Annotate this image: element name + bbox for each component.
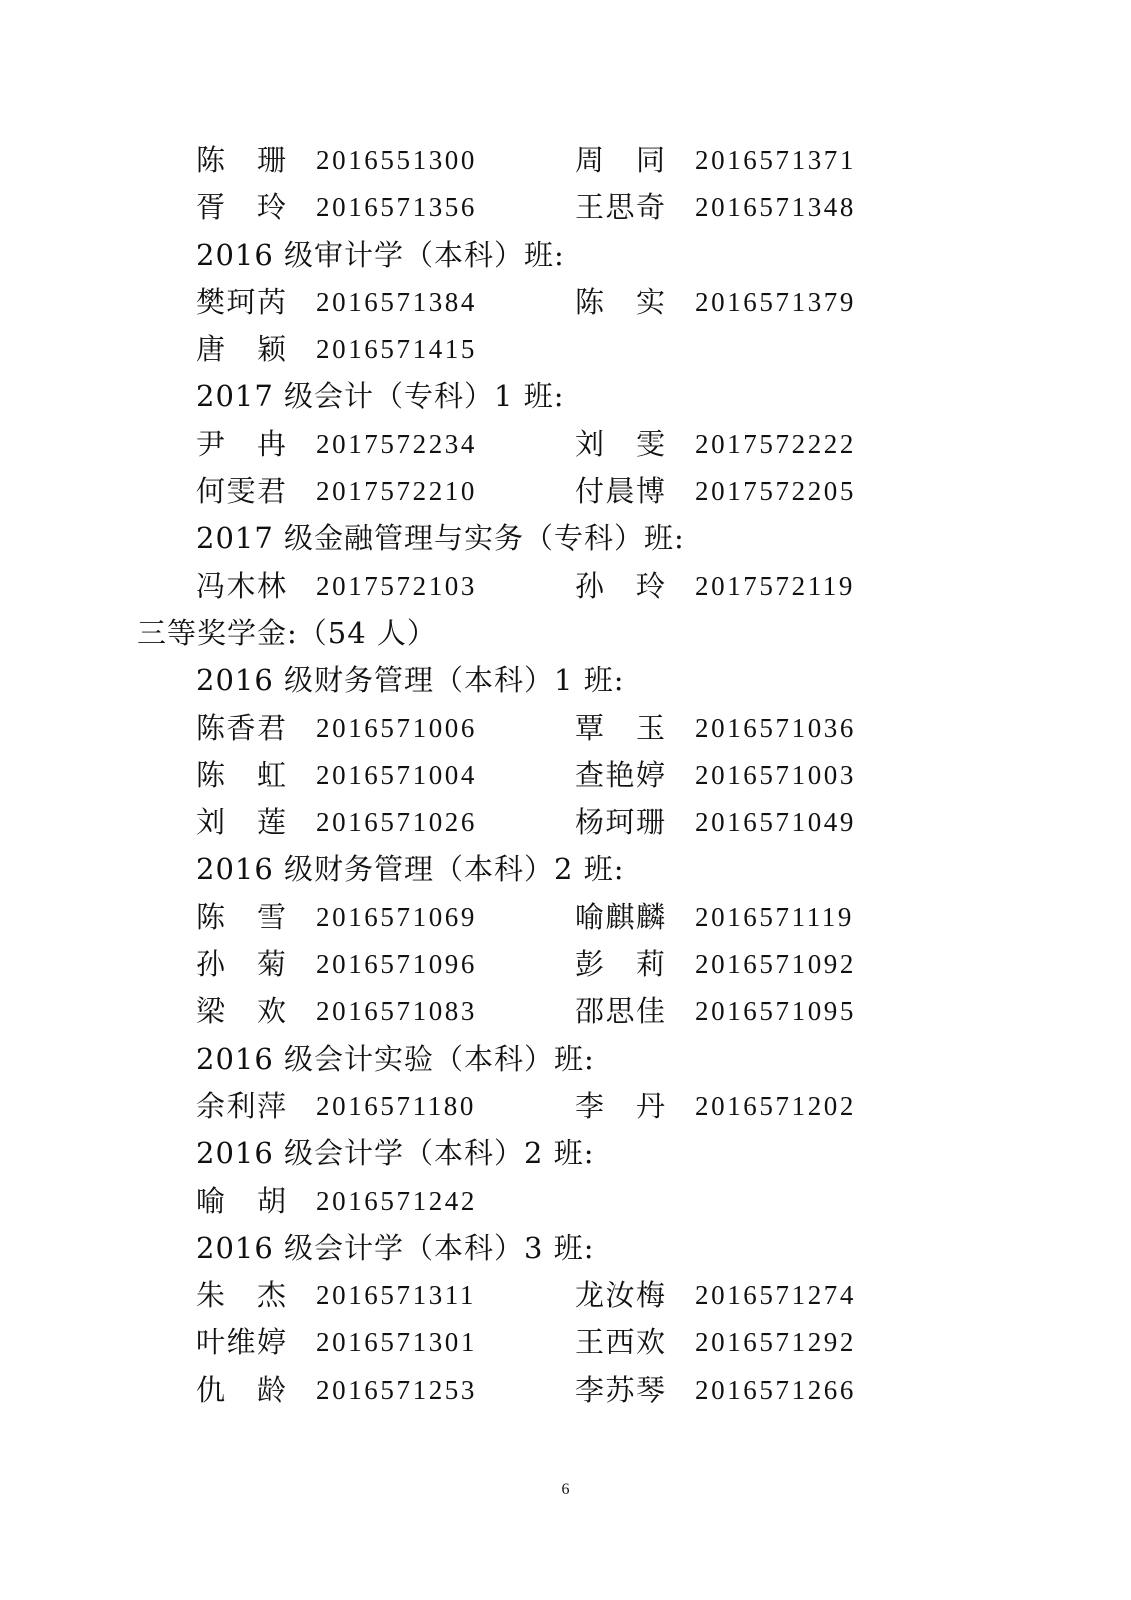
student-id: 2016571356 <box>316 192 477 223</box>
student-id: 2016571003 <box>695 759 856 790</box>
student-row <box>0 1319 1131 1366</box>
student-name: 余利萍 <box>196 1088 286 1123</box>
student-id: 2016571026 <box>316 807 477 838</box>
student-id: 2016571242 <box>316 1185 477 1216</box>
student-id: 2016571301 <box>316 1327 477 1358</box>
student-id: 2016571006 <box>316 712 477 743</box>
student-name: 喻麒麟 <box>575 899 665 934</box>
class-heading: 2016 级会计学（本科）3 班: <box>196 1230 595 1265</box>
student-id: 2016571092 <box>695 949 856 980</box>
student-row <box>0 1083 1131 1130</box>
student-name: 覃 玉 <box>575 710 665 745</box>
student-id: 2016551300 <box>316 145 477 175</box>
student-row <box>0 1178 1131 1225</box>
student-name: 陈香君 <box>196 710 286 745</box>
class-heading: 2016 级财务管理（本科）2 班: <box>196 852 625 887</box>
student-row <box>0 894 1131 941</box>
class-heading: 2016 级审计学（本科）班: <box>196 237 565 272</box>
student-id: 2016571119 <box>695 901 854 932</box>
student-name: 喻 胡 <box>196 1183 286 1218</box>
student-id: 2017572210 <box>316 476 477 507</box>
class-heading: 2016 级会计学（本科）2 班: <box>196 1136 595 1171</box>
student-row <box>0 941 1131 988</box>
section-line <box>0 610 1131 657</box>
student-name: 龙汝梅 <box>575 1278 665 1313</box>
student-id: 2017572222 <box>695 428 856 459</box>
student-row <box>0 563 1131 610</box>
student-name: 王西欢 <box>575 1325 665 1360</box>
student-id: 2016571083 <box>316 996 477 1027</box>
student-row <box>0 1367 1131 1414</box>
student-row <box>0 326 1131 373</box>
student-id: 2016571180 <box>316 1090 476 1121</box>
document-body <box>0 137 1131 1414</box>
student-name: 胥 玲 <box>196 190 286 225</box>
student-id: 2016571096 <box>316 949 477 980</box>
award-section-heading: 三等奖学金:（54 人） <box>137 615 437 650</box>
student-row <box>0 988 1131 1035</box>
student-name: 孙 玲 <box>575 568 665 603</box>
class-line <box>0 1130 1131 1177</box>
student-name: 彭 莉 <box>575 947 665 982</box>
student-name: 孙 菊 <box>196 947 286 982</box>
student-id: 2017572119 <box>695 570 855 601</box>
student-name: 陈 雪 <box>196 899 286 934</box>
student-id: 2016571274 <box>695 1280 856 1311</box>
student-name: 刘 雯 <box>575 426 665 461</box>
student-name: 叶维婷 <box>196 1325 286 1360</box>
student-name: 刘 莲 <box>196 805 286 840</box>
class-line <box>0 515 1131 562</box>
student-id: 2016571069 <box>316 901 477 932</box>
student-id: 2017572234 <box>316 428 477 459</box>
student-name: 唐 颖 <box>196 332 286 367</box>
student-row <box>0 705 1131 752</box>
student-name: 尹 冉 <box>196 426 286 461</box>
student-name: 李苏琴 <box>575 1372 665 1407</box>
student-row <box>0 184 1131 231</box>
student-name: 朱 杰 <box>196 1278 286 1313</box>
student-id: 2016571379 <box>695 286 856 317</box>
student-name: 邵思佳 <box>575 994 665 1029</box>
student-id: 2016571292 <box>695 1327 856 1358</box>
student-id: 2016571049 <box>695 807 856 838</box>
student-id: 2016571036 <box>695 712 856 743</box>
student-name: 付晨博 <box>575 474 665 509</box>
student-name: 陈 虹 <box>196 757 286 792</box>
student-row <box>0 752 1131 799</box>
student-name: 樊珂芮 <box>196 284 286 319</box>
student-id: 2016571266 <box>695 1374 856 1405</box>
student-name: 李 丹 <box>575 1088 665 1123</box>
student-id: 2016571384 <box>316 286 477 317</box>
student-id: 2016571004 <box>316 759 477 790</box>
class-heading: 2017 级会计（专科）1 班: <box>196 379 565 414</box>
student-name: 王思奇 <box>575 190 665 225</box>
student-row <box>0 137 1131 184</box>
page-number: 6 <box>561 1481 570 1498</box>
student-name: 查艳婷 <box>575 757 665 792</box>
student-id: 2017572103 <box>316 570 477 601</box>
student-name: 何雯君 <box>196 474 286 509</box>
class-line <box>0 373 1131 420</box>
student-row <box>0 1272 1131 1319</box>
student-row <box>0 279 1131 326</box>
class-line <box>0 1036 1131 1083</box>
student-id: 2016571348 <box>695 192 856 223</box>
student-row <box>0 468 1131 515</box>
student-id: 2016571095 <box>695 996 856 1027</box>
class-heading: 2016 级会计实验（本科）班: <box>196 1041 595 1076</box>
class-line <box>0 232 1131 279</box>
student-id: 2016571311 <box>316 1280 476 1311</box>
student-id: 2016571253 <box>316 1374 477 1405</box>
student-name: 冯木林 <box>196 568 286 603</box>
class-heading: 2016 级财务管理（本科）1 班: <box>196 663 625 698</box>
class-line <box>0 846 1131 893</box>
student-id: 2017572205 <box>695 476 856 507</box>
student-row <box>0 799 1131 846</box>
student-name: 陈 珊 <box>196 143 286 177</box>
student-name: 周 同 <box>575 143 665 177</box>
student-name: 仇 龄 <box>196 1372 286 1407</box>
student-id: 2016571371 <box>695 145 856 175</box>
student-id: 2016571415 <box>316 334 477 365</box>
class-line <box>0 657 1131 704</box>
student-id: 2016571202 <box>695 1090 856 1121</box>
student-name: 陈 实 <box>575 284 665 319</box>
student-row <box>0 421 1131 468</box>
class-line <box>0 1225 1131 1272</box>
class-heading: 2017 级金融管理与实务（专科）班: <box>196 521 685 556</box>
student-name: 杨珂珊 <box>575 805 665 840</box>
student-name: 梁 欢 <box>196 994 286 1029</box>
